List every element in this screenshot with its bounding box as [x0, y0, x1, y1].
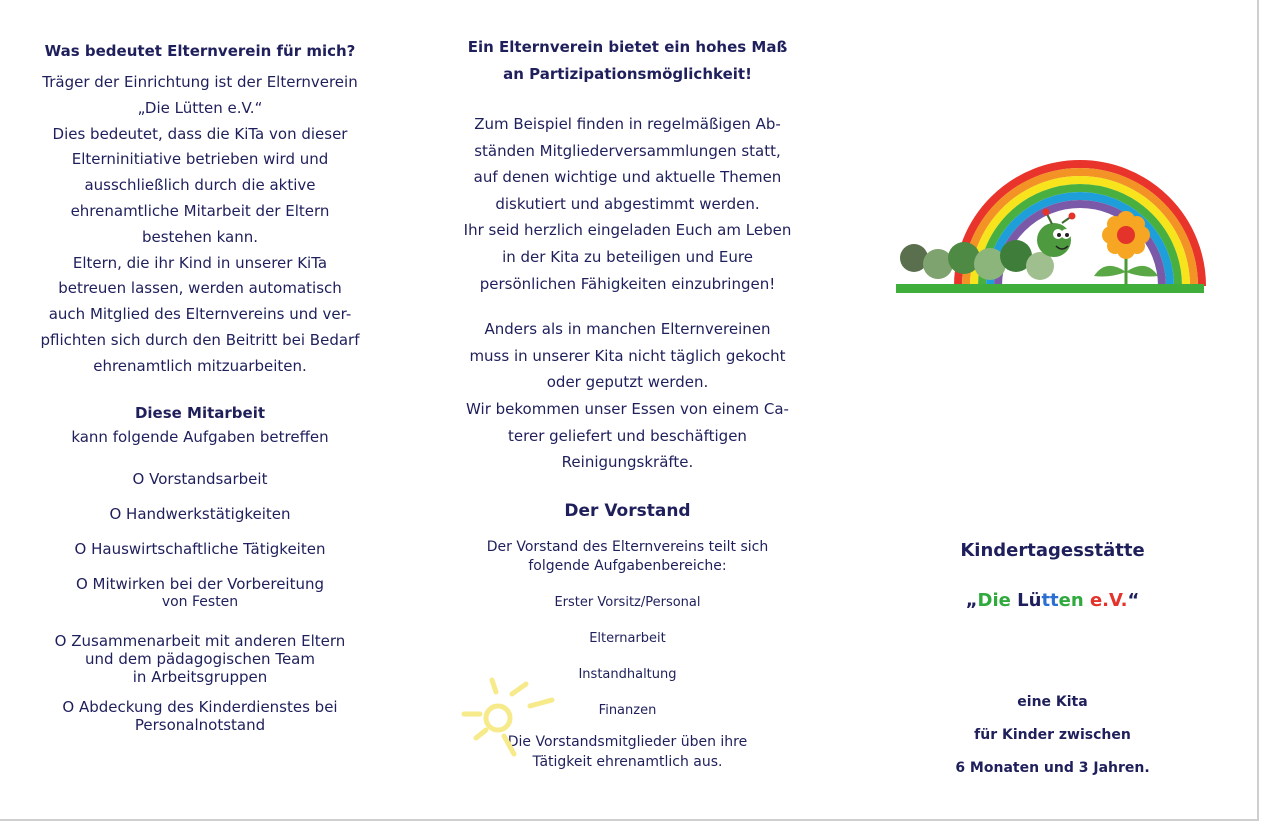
task-line: und dem pädagogischen Team — [85, 649, 315, 668]
kita-info-line: für Kinder zwischen — [974, 727, 1131, 743]
task-item: O Hauswirtschaftliche Tätigkeiten — [74, 539, 326, 558]
board-role: Elternarbeit — [589, 630, 666, 646]
left-heading: Was bedeutet Elternverein für mich? — [44, 42, 356, 60]
task-line: O Mitwirken bei der Vorbereitung — [75, 574, 325, 593]
task-item — [30, 698, 370, 734]
intro-line: betreuen lassen, werden automatisch — [58, 279, 342, 298]
para-line: Wir bekommen unser Essen von einem Ca- — [466, 399, 789, 418]
rainbow-caterpillar-icon — [894, 150, 1206, 298]
middle-column — [455, 34, 800, 772]
logo-part: en — [1058, 590, 1084, 611]
para-line: diskutiert und abgestimmt werden. — [495, 194, 760, 213]
intro-line: ausschließlich durch die aktive — [84, 176, 316, 195]
board-heading: Der Vorstand — [564, 500, 691, 521]
kita-info — [900, 686, 1205, 785]
kita-info-line: eine Kita — [1017, 694, 1088, 710]
intro-line: Eltern, die ihr Kind in unserer KiTa — [72, 253, 328, 272]
para-line: Zum Beispiel finden in regelmäßigen Ab- — [474, 115, 781, 133]
para-line: ständen Mitgliederversammlungen statt, — [474, 141, 781, 160]
logo-part: Die — [977, 590, 1011, 611]
middle-heading-line: an Partizipationsmöglichkeit! — [503, 65, 752, 83]
para-line: Anders als in manchen Elternvereinen — [484, 320, 771, 339]
sun-icon — [458, 674, 562, 760]
task-line: O Abdeckung des Kinderdienstes bei — [62, 697, 338, 716]
sub-heading: Diese Mitarbeit — [134, 403, 266, 422]
middle-heading-line: Ein Elternverein bietet ein hohes Maß — [467, 38, 788, 56]
board-role: Finanzen — [598, 702, 657, 718]
board-outro-line: Die Vorstandsmitglieder üben ihre — [507, 733, 748, 750]
logo-part: e.V. — [1089, 590, 1128, 611]
para-line: Reinigungskräfte. — [561, 453, 694, 472]
task-item: O Handwerkstätigkeiten — [109, 504, 291, 523]
intro-line: „Die Lütten e.V.“ — [137, 98, 263, 117]
intro-line: ehrenamtliche Mitarbeit der Eltern — [70, 201, 330, 220]
logo-part: tt — [1041, 590, 1059, 611]
task-line: von Festen — [161, 593, 239, 610]
kita-info-line: 6 Monaten und 3 Jahren. — [955, 760, 1150, 776]
para-line: muss in unserer Kita nicht täglich gekocht — [469, 346, 786, 365]
left-column — [30, 38, 370, 734]
logo-part: “ — [1127, 590, 1140, 611]
board-role: Instandhaltung — [578, 666, 677, 682]
para-line: persönlichen Fähigkeiten einzubringen! — [479, 274, 776, 293]
board-role: Erster Vorsitz/Personal — [554, 594, 701, 610]
task-line: Personalnotstand — [134, 715, 266, 734]
kita-name-logo — [900, 590, 1205, 611]
board-intro-line: Der Vorstand des Elternvereins teilt sich — [486, 538, 769, 555]
para-line: oder geputzt werden. — [546, 373, 709, 392]
intro-line: Träger der Einrichtung ist der Elternverein — [42, 73, 358, 91]
participation-paragraph — [455, 111, 800, 297]
sub-text: kann folgende Aufgaben betreffen — [71, 427, 329, 446]
intro-line: Elterninitiative betrieben wird und — [71, 150, 329, 169]
intro-line: pflichten sich durch den Beitritt bei Bedarf — [40, 330, 360, 349]
logo-part: „ — [965, 590, 978, 611]
para-line: in der Kita zu beteiligen und Eure — [502, 247, 753, 266]
task-list — [30, 470, 370, 734]
left-intro — [30, 70, 370, 380]
catering-paragraph — [455, 316, 800, 476]
task-line: in Arbeitsgruppen — [132, 667, 268, 686]
board-intro-line: folgende Aufgabenbereiche: — [528, 557, 727, 574]
intro-line: Dies bedeutet, dass die KiTa von dieser — [52, 124, 348, 143]
task-item — [30, 575, 370, 611]
para-line: Ihr seid herzlich eingeladen Euch am Leben — [463, 221, 792, 240]
kita-title: Kindertagesstätte — [960, 540, 1145, 561]
intro-line: auch Mitglied des Elternvereins und ver- — [48, 305, 352, 324]
task-line: O Zusammenarbeit mit anderen Eltern — [54, 631, 346, 650]
para-line: terer geliefert und beschäftigen — [508, 426, 747, 445]
task-item: O Vorstandsarbeit — [132, 469, 268, 488]
right-column — [900, 0, 1205, 819]
board-intro — [455, 538, 800, 576]
task-item — [30, 632, 370, 686]
board-outro-line: Tätigkeit ehrenamtlich aus. — [532, 753, 723, 770]
intro-line: bestehen kann. — [141, 227, 259, 246]
para-line: auf denen wichtige und aktuelle Themen — [473, 168, 782, 187]
intro-line: ehrenamtlich mitzuarbeiten. — [93, 356, 307, 375]
logo-part: Lü — [1017, 590, 1042, 611]
